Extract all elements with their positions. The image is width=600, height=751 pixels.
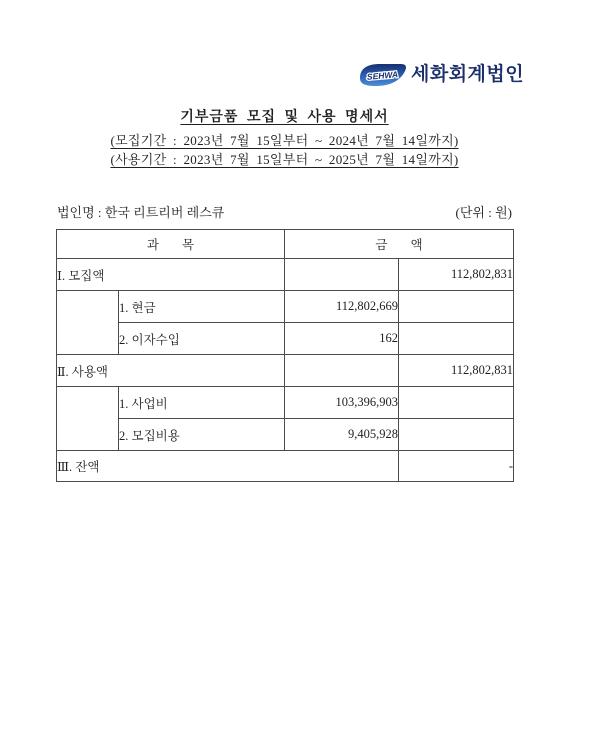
amount-cell bbox=[285, 355, 399, 387]
category-cell: Ⅰ. 모집액 bbox=[57, 259, 285, 291]
statement-table bbox=[56, 229, 514, 482]
indent-cell bbox=[57, 291, 119, 355]
sehwa-wordmark: SEHWA bbox=[366, 69, 399, 82]
total-cell bbox=[399, 419, 514, 451]
category-cell: Ⅲ. 잔액 bbox=[57, 451, 399, 482]
category-cell: 1. 사업비 bbox=[119, 387, 285, 419]
category-cell: 2. 모집비용 bbox=[119, 419, 285, 451]
total-cell: 112,802,831 bbox=[399, 259, 514, 291]
table-row bbox=[57, 419, 514, 451]
header-category: 과 목 bbox=[57, 230, 285, 259]
header-amount: 금 액 bbox=[285, 230, 514, 259]
table-header-row bbox=[57, 230, 514, 259]
category-cell: Ⅱ. 사용액 bbox=[57, 355, 285, 387]
company-name: 세화회계법인 bbox=[411, 64, 525, 85]
total-cell bbox=[399, 387, 514, 419]
indent-cell bbox=[57, 387, 119, 451]
total-cell: - bbox=[399, 451, 514, 482]
usage-period: (사용기간 : 2023년 7월 15일부터 ~ 2025년 7월 14일까지) bbox=[110, 152, 459, 167]
amount-cell bbox=[285, 259, 399, 291]
total-cell bbox=[399, 291, 514, 323]
collection-period: (모집기간 : 2023년 7월 15일부터 ~ 2024년 7월 14일까지) bbox=[110, 133, 459, 148]
table-row bbox=[57, 259, 514, 291]
table-row bbox=[57, 323, 514, 355]
entity-name: 법인명 : 한국 리트리버 레스큐 bbox=[57, 205, 225, 220]
table-row bbox=[57, 291, 514, 323]
amount-cell: 112,802,669 bbox=[285, 291, 399, 323]
table-row bbox=[57, 451, 514, 482]
category-cell: 2. 이자수입 bbox=[119, 323, 285, 355]
document-header bbox=[56, 108, 513, 169]
unit-label: (단위 : 원) bbox=[455, 205, 512, 220]
amount-cell: 162 bbox=[285, 323, 399, 355]
document-title: 기부금품 모집 및 사용 명세서 bbox=[180, 110, 389, 125]
amount-cell: 103,396,903 bbox=[285, 387, 399, 419]
sehwa-swoosh-icon bbox=[357, 62, 408, 88]
table-row bbox=[57, 387, 514, 419]
amount-cell: 9,405,928 bbox=[285, 419, 399, 451]
category-cell: 1. 현금 bbox=[119, 291, 285, 323]
company-logo bbox=[357, 62, 524, 88]
table-row bbox=[57, 355, 514, 387]
total-cell bbox=[399, 323, 514, 355]
total-cell: 112,802,831 bbox=[399, 355, 514, 387]
